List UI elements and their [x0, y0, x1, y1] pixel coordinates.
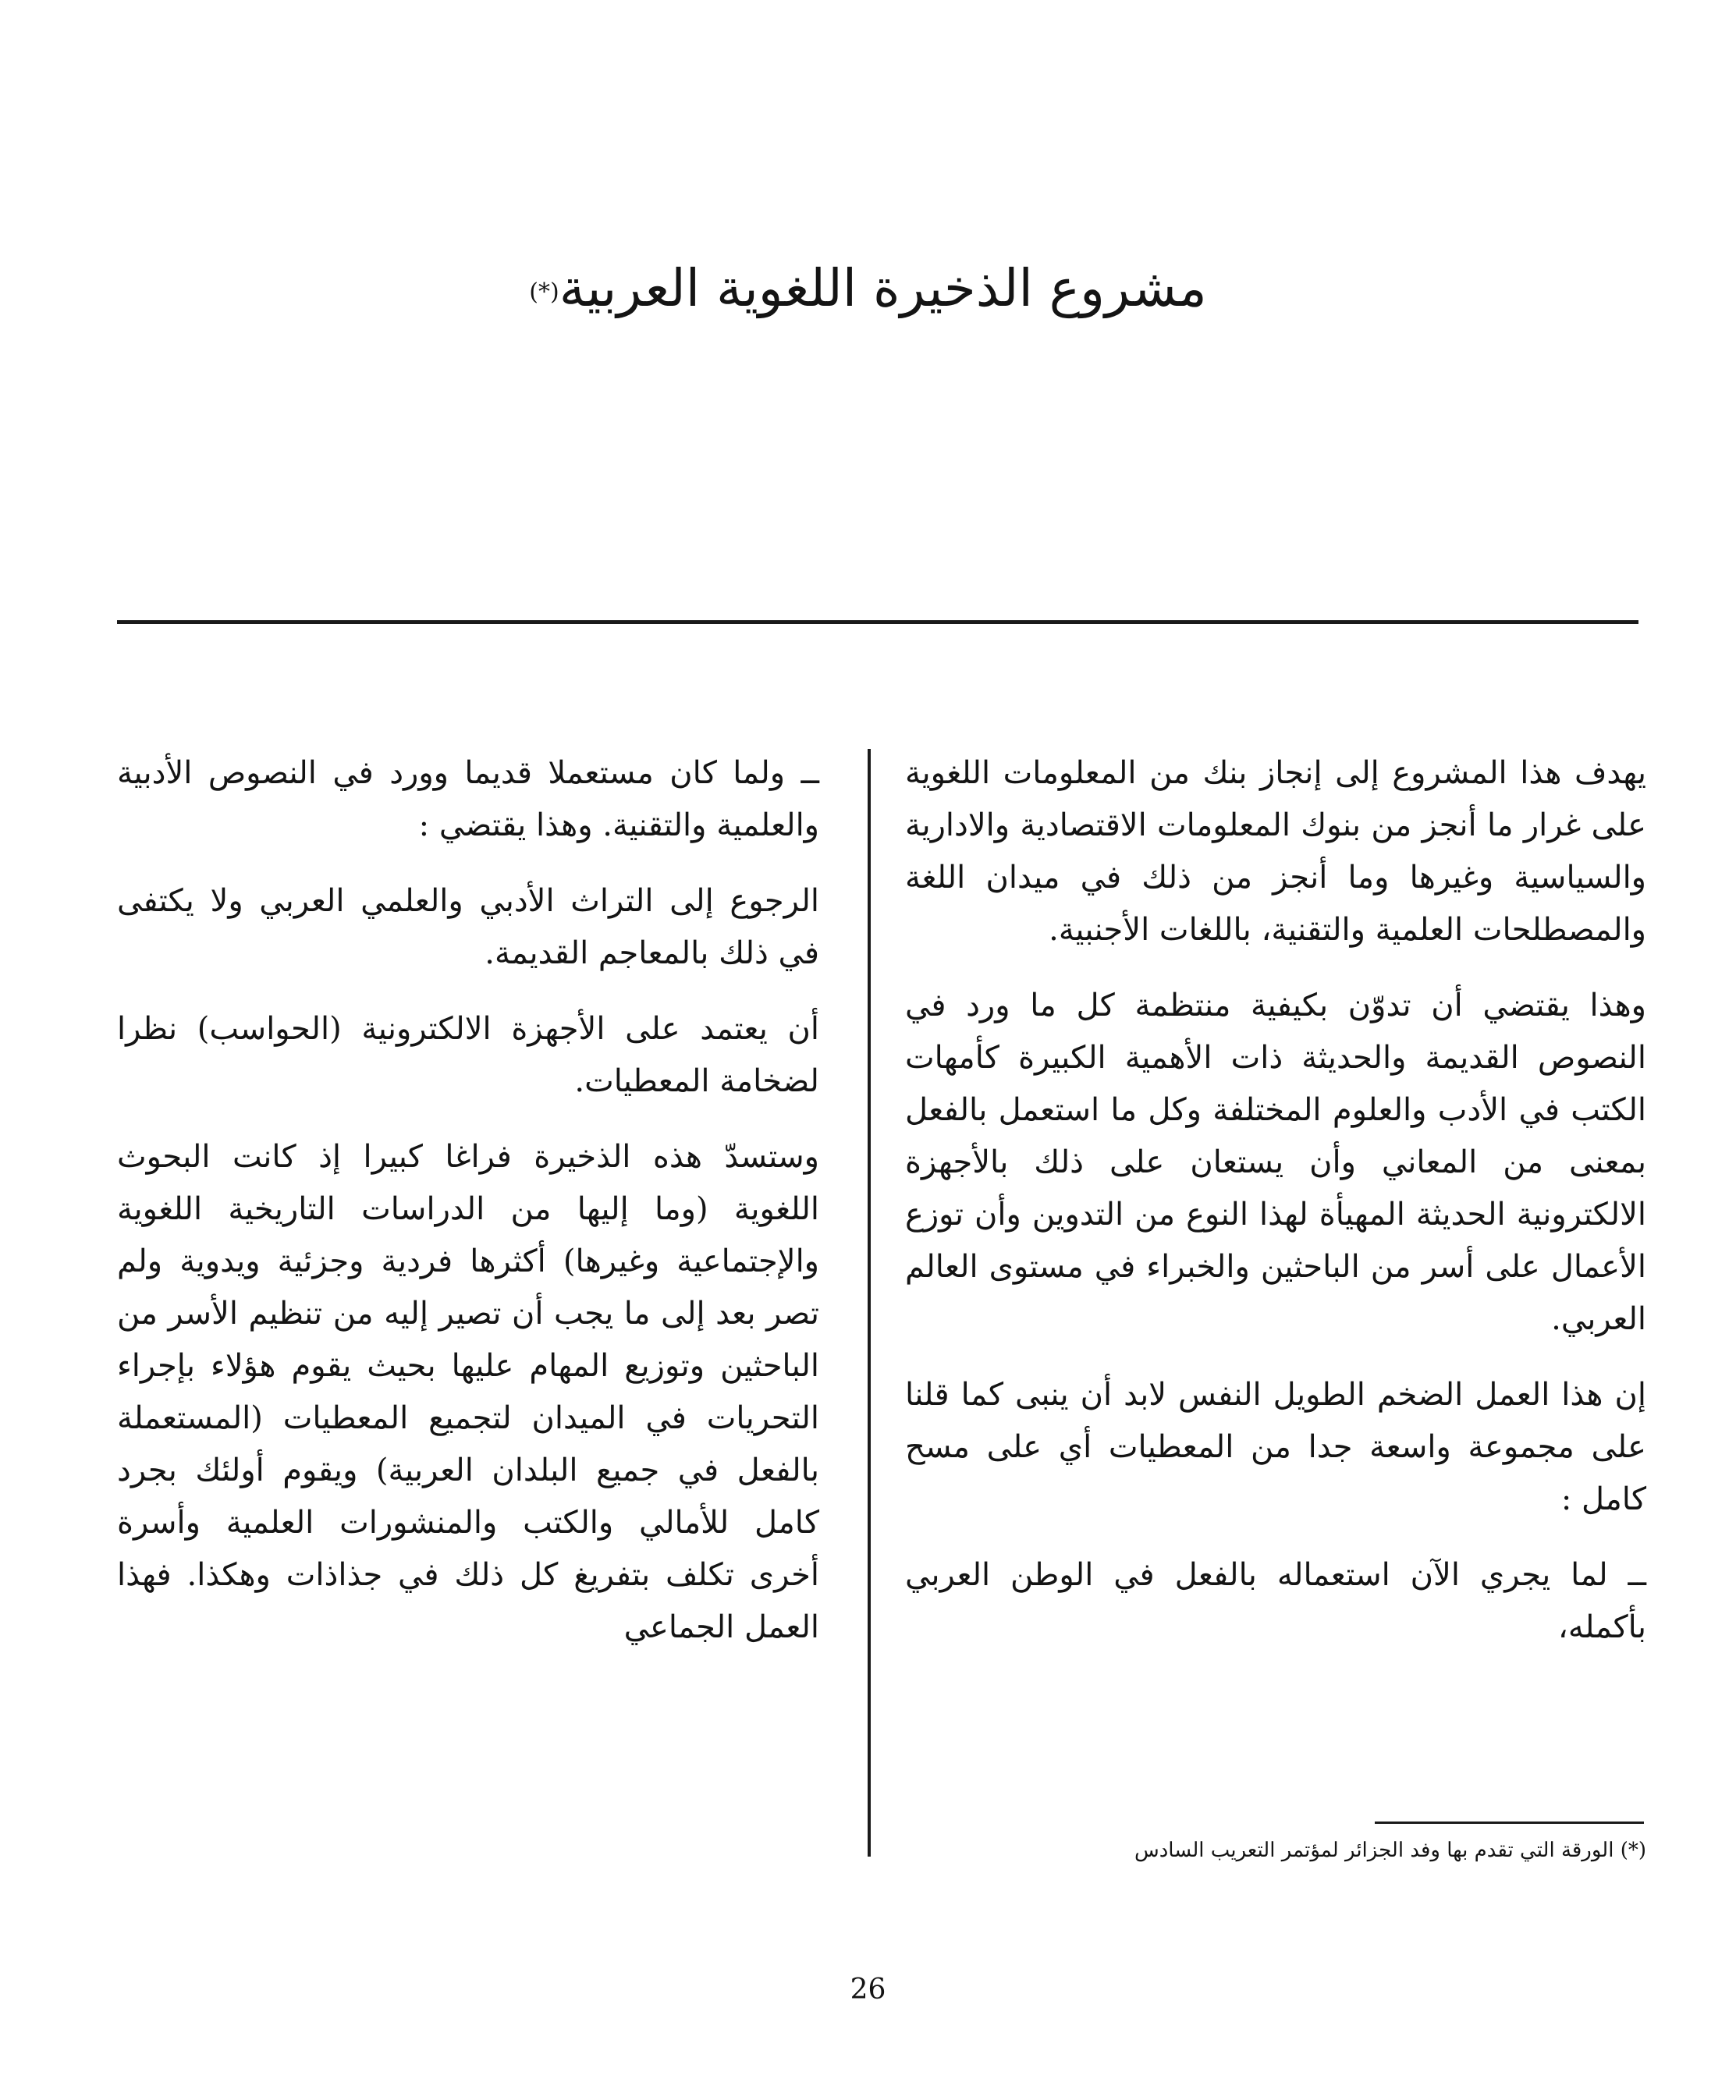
column-divider: [868, 749, 871, 1857]
header-rule: [117, 620, 1638, 624]
footnote-rule: [1375, 1822, 1644, 1824]
paragraph: إن هذا العمل الضخم الطويل النفس لابد أن ينبى كما قلنا على مجموعة واسعة جدا من المعطيات أي على مسح كامل :: [905, 1377, 1646, 1517]
paragraph: ــ لما يجري الآن استعماله بالفعل في الوطن العربي بأكمله،: [905, 1557, 1646, 1645]
page-title-text: مشروع الذخيرة اللغوية العربية: [559, 258, 1207, 318]
left-column: [117, 747, 819, 1677]
paragraph: ــ ولما كان مستعملا قديما وورد في النصوص الأدبية والعلمية والتقنية. وهذا يقتضي :: [117, 755, 819, 843]
footnote-mark: (*): [529, 278, 559, 306]
paragraph: وستسدّ هذه الذخيرة فراغا كبيرا إذ كانت البحوث اللغوية (وما إليها من الدراسات التاريخية اللغوية والإجتماعية وغيرها) أكثرها فردية وجزئية ويدوية ولم تصر بعد إلى ما يجب أن تصير إليه من تنظيم الأسر من الباحثين وتوزيع المهام عليها بحيث يقوم هؤلاء بإجراء التحريات في الميدان لتجميع المعطيات (المستعملة بالفعل في جميع البلدان العربية) ويقوم أولئك بجرد كامل للأمالي والكتب والمنشورات العلمية وأسرة أخرى تكلف بتفريغ كل ذلك في جذاذات وهكذا. فهذا العمل الجماعي: [117, 1139, 820, 1645]
paragraph: الرجوع إلى التراث الأدبي والعلمي العربي ولا يكتفى في ذلك بالمعاجم القديمة.: [117, 883, 819, 971]
page-title: [0, 257, 1736, 319]
page-number: 26: [850, 1974, 886, 2006]
paragraph: وهذا يقتضي أن تدوّن بكيفية منتظمة كل ما ورد في النصوص القديمة والحديثة ذات الأهمية الكبيرة كأمهات الكتب في الأدب والعلوم المختلفة وكل ما استعمل بالفعل بمعنى من المعاني وأن يستعان على ذلك بالأجهزة الالكترونية الحديثة المهيأة لهذا النوع من التدوين وأن توزع الأعمال على أسر من الباحثين والخبراء في مستوى العالم العربي.: [905, 988, 1646, 1337]
paragraph: أن يعتمد على الأجهزة الالكترونية (الحواسب) نظرا لضخامة المعطيات.: [117, 1011, 819, 1099]
paragraph: يهدف هذا المشروع إلى إنجاز بنك من المعلومات اللغوية على غرار ما أنجز من بنوك المعلومات الاقتصادية والادارية والسياسية وغيرها وما أنجز من ذلك في ميدان اللغة والمصطلحات العلمية والتقنية، باللغات الأجنبية.: [905, 755, 1646, 948]
right-column: [905, 747, 1646, 1677]
footnote: (*) الورقة التي تقدم بها وفد الجزائر لمؤتمر التعريب السادس: [1134, 1839, 1646, 1862]
